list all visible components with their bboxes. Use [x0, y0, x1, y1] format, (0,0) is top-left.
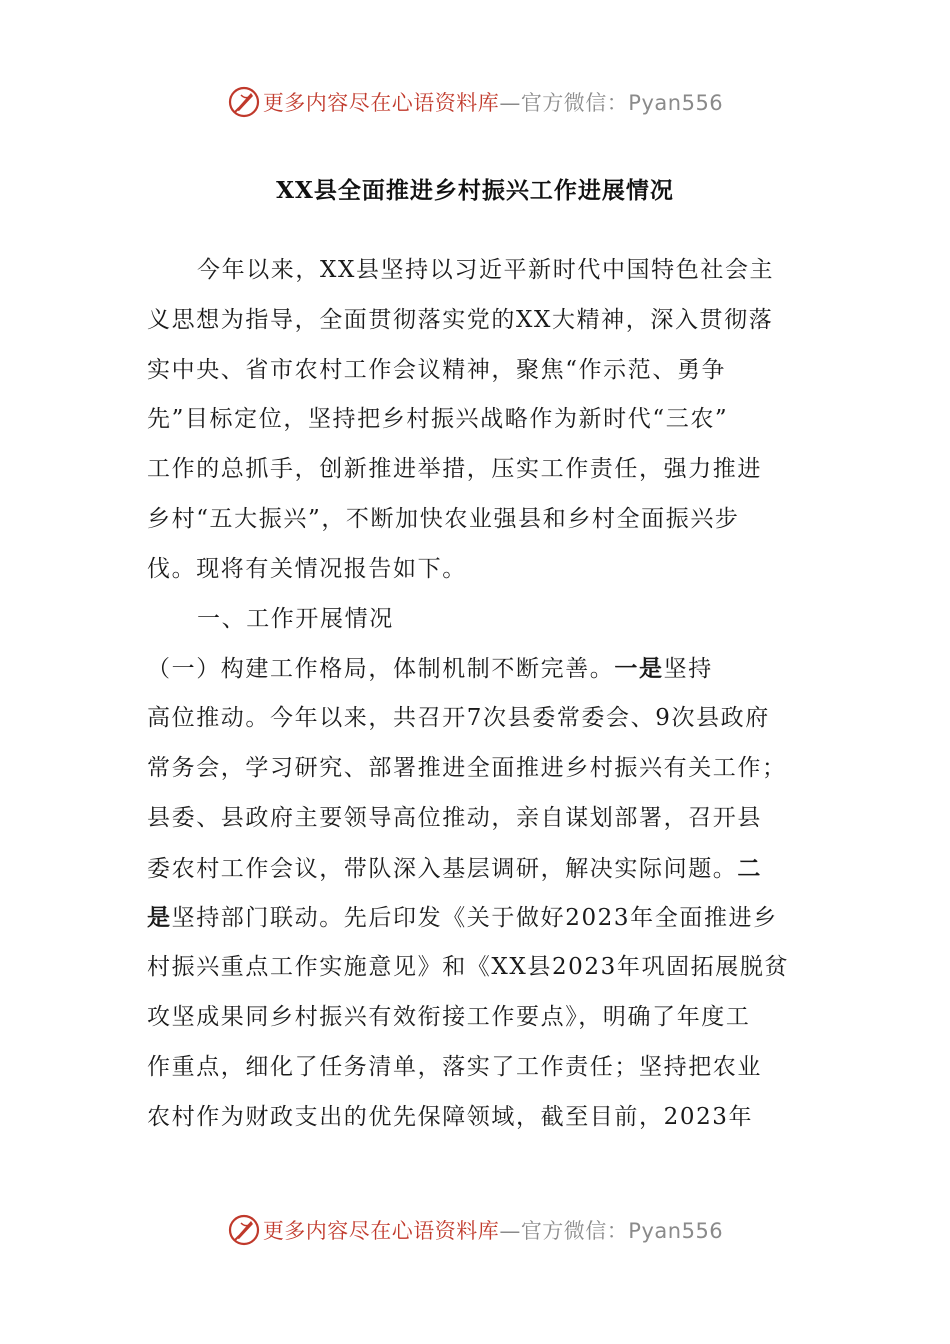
paragraph-line: 义思想为指导，全面贯彻落实党的XX大精神，深入贯彻落: [147, 306, 774, 333]
quill-logo-icon: [227, 1213, 261, 1247]
section-heading: 一、工作开展情况: [197, 605, 394, 632]
banner-text: [263, 1215, 723, 1245]
banner-brand: 更多内容尽在心语资料库: [262, 1219, 500, 1243]
line-tail: 坚持: [663, 656, 713, 683]
paragraph-line: 伐。现将有关情况报告如下。: [147, 555, 467, 582]
paragraph-line: 攻坚成果同乡村振兴有效衔接工作要点》，明确了年度工: [147, 1003, 751, 1030]
paragraph-line: 县委、县政府主要领导高位推动，亲自谋划部署，召开县: [147, 804, 762, 831]
document-title: XX县全面推进乡村振兴工作进展情况: [276, 177, 674, 204]
bold-marker-one: 一是: [614, 655, 664, 683]
paragraph-line: 作重点，细化了任务清单，落实了工作责任；坚持把农业: [147, 1053, 762, 1080]
paragraph-line: 常务会，学习研究、部署推进全面推进乡村振兴有关工作；: [147, 754, 787, 781]
paragraph-line: 实中央、省市农村工作会议精神，聚焦“作示范、勇争: [147, 356, 727, 383]
paragraph-line: [147, 893, 807, 943]
document-body: [147, 246, 807, 1142]
footer-banner: [0, 1208, 950, 1252]
banner-wechat: —官方微信：Pyan556: [499, 91, 724, 115]
paragraph-line: 高位推动。今年以来，共召开7次县委常委会、9次县政府: [147, 705, 770, 732]
banner-text: [263, 87, 723, 117]
paragraph-line: [147, 844, 807, 894]
subsection-heading: （一）构建工作格局，体制机制不断完善。: [147, 656, 615, 683]
paragraph-line: 乡村“五大振兴”，不断加快农业强县和乡村全面振兴步: [147, 505, 740, 532]
paragraph-line: 村振兴重点工作实施意见》和《XX县2023年巩固拓展脱贫: [147, 954, 790, 981]
paragraph-line: 工作的总抓手，创新推进举措，压实工作责任，强力推进: [147, 456, 762, 483]
paragraph-line: 农村作为财政支出的优先保障领域，截至目前，2023年: [147, 1103, 754, 1130]
banner-wechat: —官方微信：Pyan556: [499, 1219, 724, 1243]
quill-logo-icon: [227, 85, 261, 119]
bold-marker-two: 二: [737, 854, 763, 882]
banner-brand: 更多内容尽在心语资料库: [262, 91, 500, 115]
line-tail: 坚持部门联动。先后印发《关于做好2023年全面推进乡: [171, 905, 778, 932]
header-banner: [0, 80, 950, 124]
paragraph-line: 今年以来，XX县坚持以习近平新时代中国特色社会主: [197, 257, 775, 283]
paragraph-line: 先”目标定位，坚持把乡村振兴战略作为新时代“三农”: [147, 406, 729, 433]
line-head: 委农村工作会议，带队深入基层调研，解决实际问题。: [147, 855, 738, 882]
bold-marker-two-cont: 是: [147, 904, 172, 932]
paragraph-line: [147, 644, 807, 694]
